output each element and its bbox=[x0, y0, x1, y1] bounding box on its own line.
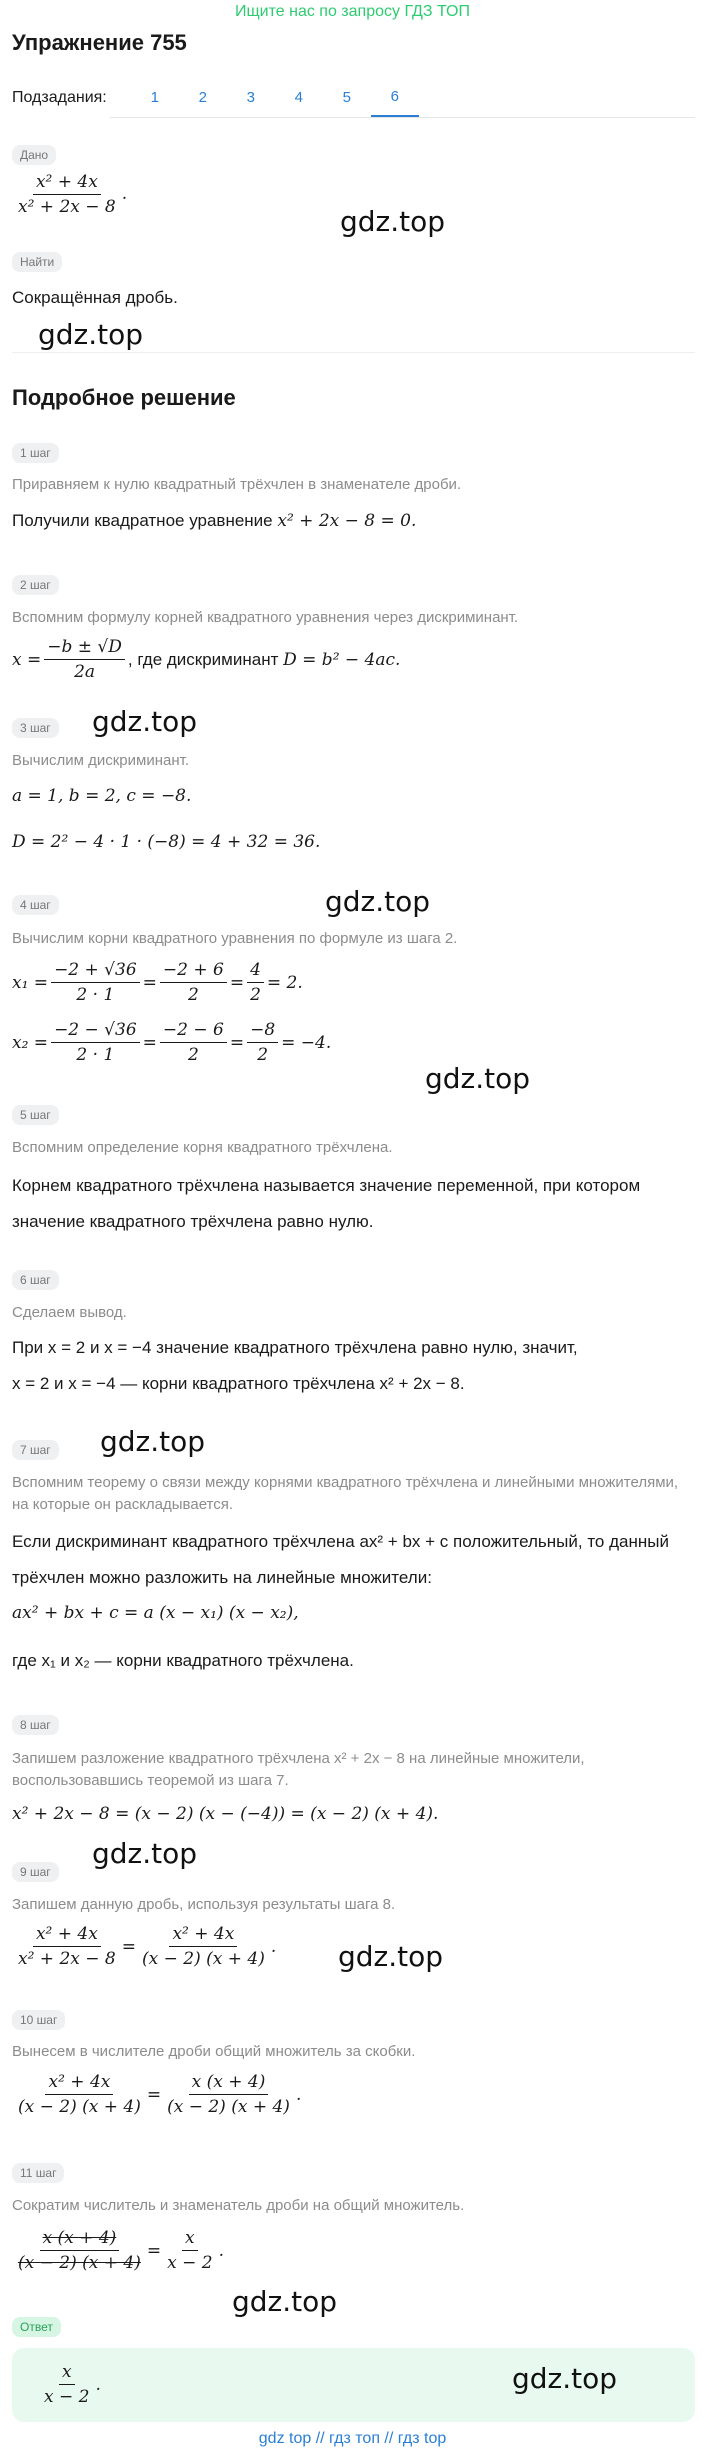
step-2-formula bbox=[12, 635, 400, 684]
step-5-text: Корнем квадратного трёхчлена называется значение переменной, при котором значение квадратного трёхчлена равно нулю. bbox=[12, 1176, 641, 1231]
step-2-numerator: −b ± √D bbox=[44, 635, 125, 660]
step-11-badge: 11 шаг bbox=[12, 2163, 64, 2183]
fraction-denominator: 2 · 1 bbox=[76, 985, 115, 1005]
given-denominator: x² + 2x − 8 bbox=[18, 197, 116, 217]
step-4-hint: Вычислим корни квадратного уравнения по формуле из шага 2. bbox=[12, 930, 458, 947]
fraction-denominator: x − 2 bbox=[167, 2253, 213, 2273]
step-4-x1-result: = 2. bbox=[266, 972, 303, 993]
subtasks-label: Подзадания: bbox=[12, 89, 107, 106]
step-9-badge: 9 шаг bbox=[12, 1862, 59, 1882]
step-7-formula: ax² + bx + c = a (x − x₁) (x − x₂), bbox=[12, 1603, 299, 1623]
fraction-numerator: −2 + √36 bbox=[51, 958, 140, 983]
watermark: gdz.top bbox=[92, 705, 198, 738]
step-7-where: где x₁ и x₂ — корни квадратного трёхчлена. bbox=[12, 1651, 354, 1670]
find-text: Сокращённая дробь. bbox=[12, 288, 178, 307]
find-badge: Найти bbox=[12, 252, 62, 272]
ad-link[interactable]: Ищите нас по запросу ГДЗ ТОП bbox=[235, 3, 470, 20]
step-3-badge: 3 шаг bbox=[12, 718, 59, 738]
step-1-label: Получили квадратное уравнение bbox=[12, 511, 273, 530]
fraction-numerator: x bbox=[182, 2226, 198, 2251]
fraction-numerator: x² + 4x bbox=[33, 1922, 101, 1947]
watermark: gdz.top bbox=[92, 1837, 198, 1870]
tab-divider bbox=[110, 117, 695, 118]
fraction-numerator: x (x + 4) bbox=[40, 2226, 120, 2251]
step-6-line-1: При x = 2 и x = −4 значение квадратного трёхчлена равно нулю, значит, bbox=[12, 1338, 578, 1357]
step-2-badge: 2 шаг bbox=[12, 575, 59, 595]
page-title: Упражнение 755 bbox=[12, 30, 187, 55]
step-11-formula: $\frac{x (x + 4)}{(x - 2) (x + 4)}$ = $\frac{x}{x - 2}$ . bbox=[12, 2226, 224, 2275]
watermark: gdz.top bbox=[38, 318, 144, 351]
step-1-badge: 1 шаг bbox=[12, 443, 59, 463]
step-9-hint: Запишем данную дробь, используя результаты шага 8. bbox=[12, 1896, 396, 1913]
step-2-text: , где дискриминант bbox=[127, 649, 279, 669]
step-1-hint: Приравняем к нулю квадратный трёхчлен в знаменателе дроби. bbox=[12, 476, 462, 493]
watermark: gdz.top bbox=[338, 1940, 444, 1973]
solution-title: Подробное решение bbox=[12, 385, 236, 410]
fraction-denominator: 2 bbox=[257, 1045, 269, 1065]
step-2-hint: Вспомним формулу корней квадратного уравнения через дискриминант. bbox=[12, 609, 519, 626]
step-10-formula: $\frac{\text{x² + 4x}}{(x - 2) (x + 4)}$ = $\frac{x (x + 4)}{(x - 2) (x + 4)}$ . bbox=[12, 2070, 301, 2119]
step-3-line-2: D = 2² − 4 · 1 · (−8) = 4 + 32 = 36. bbox=[12, 832, 321, 852]
fraction-denominator: (x − 2) (x + 4) bbox=[18, 2097, 141, 2117]
fraction-numerator: x² + 4x bbox=[45, 2070, 113, 2095]
step-4-x1-label: x₁ = bbox=[12, 972, 49, 993]
given-numerator: x² + 4x bbox=[33, 170, 101, 195]
step-10-hint: Вынесем в числителе дроби общий множитель за скобки. bbox=[12, 2043, 416, 2060]
step-2-denominator: 2a bbox=[74, 662, 96, 682]
step-7-text: Если дискриминант квадратного трёхчлена ax² + bx + c положительный, то данный трёхчлен можно разложить на линейные множители: bbox=[12, 1532, 669, 1587]
step-3-line-1: a = 1, b = 2, c = −8. bbox=[12, 786, 192, 806]
step-5-hint: Вспомним определение корня квадратного трёхчлена. bbox=[12, 1139, 393, 1156]
step-4-x2-label: x₂ = bbox=[12, 1032, 49, 1053]
step-2-lhs: x = bbox=[12, 649, 42, 670]
step-9-formula: $\frac{\text{x² + 4x}}{\text{x² + 2x − 8}}$ = $\frac{\text{x² + 4x}}{(x - 2) (x + 4)}$ . bbox=[12, 1922, 276, 1971]
fraction-numerator: x (x + 4) bbox=[189, 2070, 269, 2095]
fraction-numerator: −2 + 6 bbox=[160, 958, 227, 983]
step-6-badge: 6 шаг bbox=[12, 1270, 59, 1290]
fraction-denominator: (x − 2) (x + 4) bbox=[167, 2097, 290, 2117]
answer-box bbox=[12, 2348, 695, 2422]
step-3-hint: Вычислим дискриминант. bbox=[12, 752, 189, 769]
footer-links[interactable]: gdz top // гдз топ // гдз top bbox=[258, 2430, 447, 2447]
step-4-x1: x₁ = $\frac{-2 + √36}{2 \cdot 1}$ = $\frac{-2 + 6}{2}$ = $\frac{4}{2}$ = 2. bbox=[12, 960, 303, 1005]
step-4-x2: x₂ = $\frac{-2 - √36}{2 \cdot 1}$ = $\frac{-2 - 6}{2}$ = $\frac{-8}{2}$ = −4. bbox=[12, 1020, 332, 1065]
step-6-hint: Сделаем вывод. bbox=[12, 1304, 127, 1321]
fraction-denominator: (x − 2) (x + 4) bbox=[18, 2253, 141, 2273]
answer-numerator: x bbox=[59, 2360, 75, 2385]
step-4-x2-result: = −4. bbox=[281, 1032, 332, 1053]
step-10-badge: 10 шаг bbox=[12, 2010, 65, 2030]
fraction-numerator: −8 bbox=[247, 1018, 278, 1043]
tab-3[interactable]: 3 bbox=[246, 89, 255, 106]
step-5-badge: 5 шаг bbox=[12, 1105, 59, 1125]
step-8-badge: 8 шаг bbox=[12, 1715, 59, 1735]
step-8-hint: Запишем разложение квадратного трёхчлена x² + 2x − 8 на линейные множители, воспользовавшись теоремой из шага 7. bbox=[12, 1750, 585, 1789]
watermark: gdz.top bbox=[340, 205, 446, 238]
answer-denominator: x − 2 bbox=[44, 2387, 90, 2407]
step-7-hint: Вспомним теорему о связи между корнями квадратного трёхчлена и линейными множителями, на которые он раскладывается. bbox=[12, 1474, 679, 1513]
tab-2[interactable]: 2 bbox=[198, 89, 207, 106]
fraction-numerator: 4 bbox=[247, 958, 264, 983]
step-11-hint: Сократим числитель и знаменатель дроби на общий множитель. bbox=[12, 2197, 465, 2214]
step-2-discriminant: D = b² − 4ac. bbox=[283, 649, 401, 670]
watermark: gdz.top bbox=[512, 2362, 618, 2395]
fraction-denominator: 2 bbox=[187, 1045, 199, 1065]
given-fraction: $\frac{\text{x² + 4x}}{\text{x² + 2x − 8}}$ . bbox=[12, 170, 127, 219]
fraction-numerator: −2 − √36 bbox=[51, 1018, 140, 1043]
watermark: gdz.top bbox=[232, 2285, 338, 2318]
watermark: gdz.top bbox=[425, 1062, 531, 1095]
step-1-equation: x² + 2x − 8 = 0. bbox=[277, 511, 417, 531]
tab-6-active[interactable]: 6 bbox=[371, 79, 419, 117]
tab-1[interactable]: 1 bbox=[150, 89, 159, 106]
step-6-line-2: x = 2 и x = −4 — корни квадратного трёхчлена x² + 2x − 8. bbox=[12, 1374, 465, 1393]
watermark: gdz.top bbox=[325, 885, 431, 918]
step-1-text bbox=[12, 508, 416, 534]
tab-4[interactable]: 4 bbox=[294, 89, 303, 106]
step-7-badge: 7 шаг bbox=[12, 1440, 59, 1460]
tab-5[interactable]: 5 bbox=[342, 89, 351, 106]
given-badge: Дано bbox=[12, 145, 56, 165]
fraction-numerator: x² + 4x bbox=[169, 1922, 237, 1947]
answer-badge: Ответ bbox=[12, 2317, 61, 2337]
subtasks-nav bbox=[12, 80, 419, 116]
divider bbox=[12, 352, 695, 353]
watermark: gdz.top bbox=[100, 1425, 206, 1458]
fraction-numerator: −2 − 6 bbox=[160, 1018, 227, 1043]
fraction-denominator: 2 bbox=[187, 985, 199, 1005]
step-8-formula: x² + 2x − 8 = (x − 2) (x − (−4)) = (x − 2) (x + 4). bbox=[12, 1804, 439, 1824]
fraction-denominator: 2 · 1 bbox=[76, 1045, 115, 1065]
fraction-denominator: x² + 2x − 8 bbox=[18, 1949, 116, 1969]
fraction-denominator: 2 bbox=[250, 985, 261, 1005]
fraction-denominator: (x − 2) (x + 4) bbox=[141, 1949, 265, 1969]
step-4-badge: 4 шаг bbox=[12, 895, 59, 915]
answer-fraction: $\frac{x}{x - 2}$ . bbox=[38, 2360, 101, 2409]
